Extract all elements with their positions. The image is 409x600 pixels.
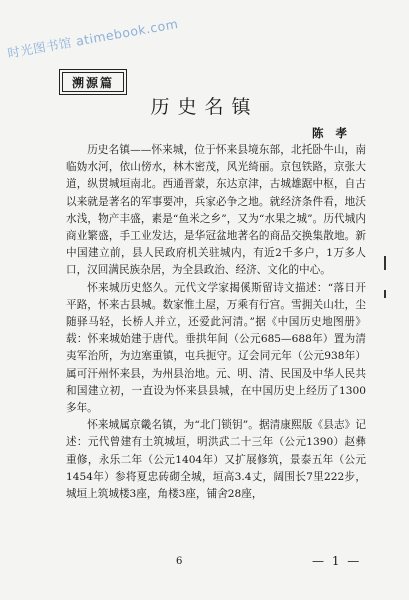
paragraph: 怀来城历史悠久。元代文学家揭傒斯留诗文描述：“落日开平路，怀来古县城。数家惟土屋，万乘有行宫。雪拥关山壮，尘随驿马轻，长桥人并立，还爱此河清。”据《中国历史地图册》载：怀来城始建于唐代。垂拱年间（公元685—688年）置为清夷军治所，为边塞重镇，屯兵扼守。辽会同元年（公元938年）属可汗州怀来县，为州县治地。元、明、清、民国及中华人民共和国建立初，一直设为怀来县县城，在中国历史上经历了1300多年。 [66,281,366,415]
page-mark: 6 [176,556,183,567]
author-name: 陈 孝 [311,126,351,140]
page-number: — 1 — [312,554,362,568]
margin-mark [384,290,386,298]
section-tab: 溯源篇 [62,72,124,92]
body-text [66,142,366,503]
paragraph: 历史名镇——怀来城，位于怀来县境东部，北托卧牛山，南临妫水河，依山傍水，林木密茂，风光绮丽。京包铁路，京张大道，纵贯城垣南北。西通晋蒙，东达京津，古城雄踞中枢，自古以来就是著名的军事要冲，兵家必争之地。就经济条件看，地沃水浅，物产丰盛，素是“鱼米之乡”，又为“水果之城”。历代城内商业繁盛，手工业发达，是华冠盆地著名的商品交换集散地。新中国建立前，县人民政府机关驻城内，有近2千多户，1万多人口，汉回满民族杂居，为全县政治、经济、文化的中心。 [66,144,366,277]
margin-mark [384,256,386,270]
chapter-title: 历史名镇 [150,96,259,118]
watermark: 时光图书馆 atimebook.com [6,15,180,61]
paragraph: 怀来城属京畿名镇，为“北门锁钥”。据清康熙版《县志》记述：元代曾建有土筑城垣，明洪武二十三年（公元1390）赵彝重修，永乐二年（公元1404年）又扩展修筑，景泰五年（公元1454年）参将夏忠砖砌全城，垣高3.4丈，阔围长7里222步，城垣上筑城楼3座，角楼3座，铺舍28座， [66,419,366,501]
